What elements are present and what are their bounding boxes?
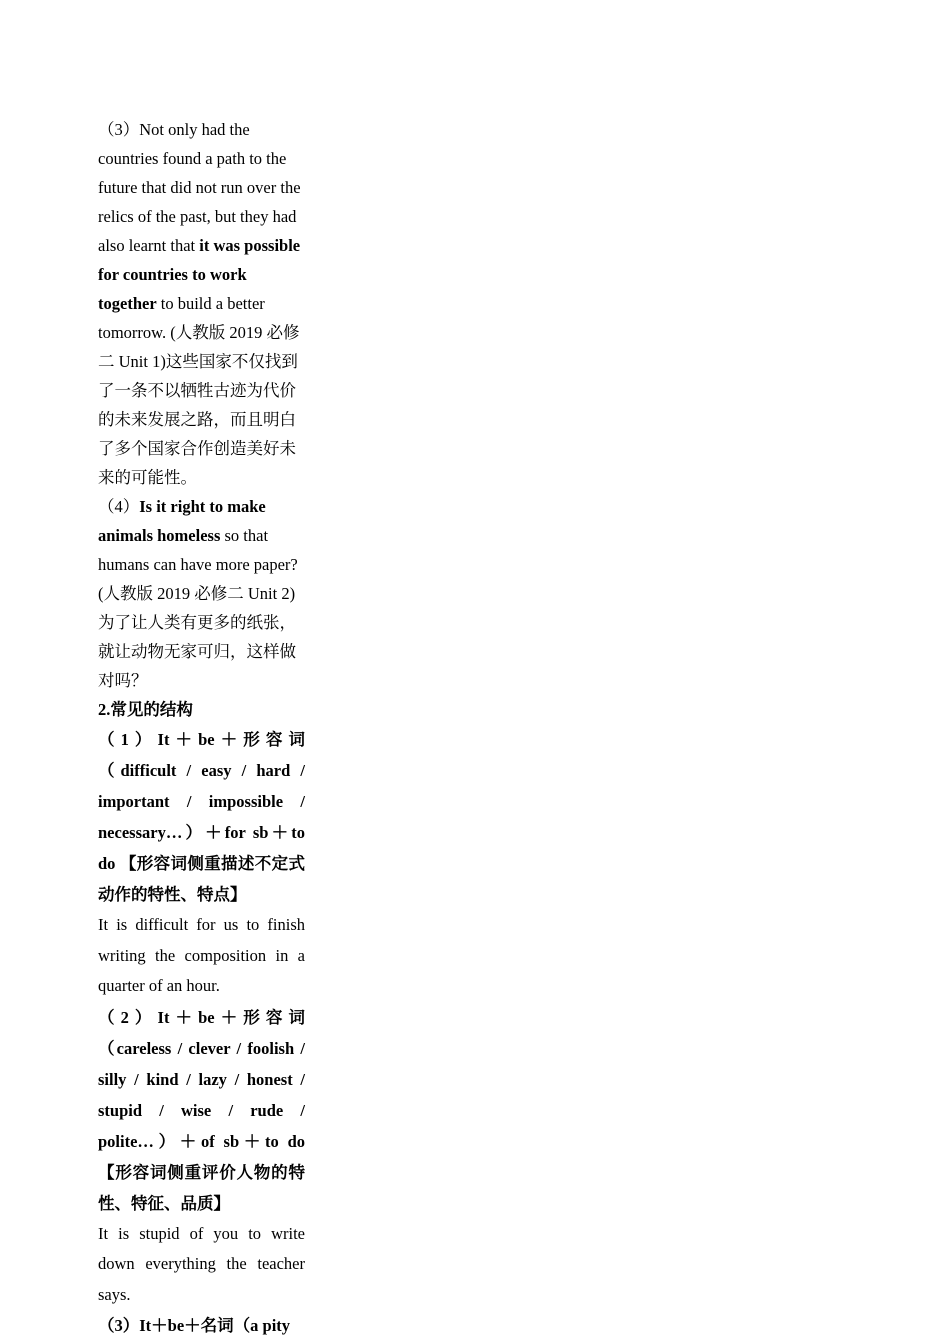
structure-2-example: It is stupid of you to write down everything the teacher says. (98, 1223, 305, 1304)
text-column (98, 115, 305, 1341)
example-paragraph-4 (98, 492, 305, 695)
example-4-lead: （4） (98, 497, 140, 516)
example-4-bold: Is it right to make animals homeless (98, 497, 266, 545)
structure-3-heading: （3）It＋be＋名词（a pity (98, 1316, 291, 1335)
example-3-lead: （3）Not only had the countries found a path to the future that did not run over the relics of the past, but they had also learnt that (98, 120, 301, 255)
example-paragraph-3 (98, 115, 305, 492)
structure-2-heading: （2）It＋be＋形容词（careless / clever / foolish / silly / kind / lazy / honest / stupid / wise / rude / polite…）＋of sb＋to do 【形容词侧重评价人物的特性、特征、品质】 (98, 1007, 305, 1213)
example-3-tail: to build a better tomorrow. (人教版 2019 必修二 Unit 1)这些国家不仅找到了一条不以牺牲古迹为代价的未来发展之路，而且明白了多个国家合作创造美好未来的可能性。 (98, 294, 300, 487)
section-heading: 2.常见的结构 (98, 700, 193, 719)
structure-1-example: It is difficult for us to finish writing the composition in a quarter of an hour. (98, 915, 305, 995)
structure-1-heading: （1）It＋be＋形容词（difficult / easy / hard / important / impossible / necessary…）＋for sb＋to do 【形容词侧重描述不定式动作的特性、特点】 (98, 730, 305, 904)
example-4-tail: so that humans can have more paper? (人教版 2019 必修二 Unit 2)为了让人类有更多的纸张，就让动物无家可归，这样做对吗？ (98, 526, 298, 690)
example-3-bold: it was possible for countries to work together (98, 236, 301, 313)
